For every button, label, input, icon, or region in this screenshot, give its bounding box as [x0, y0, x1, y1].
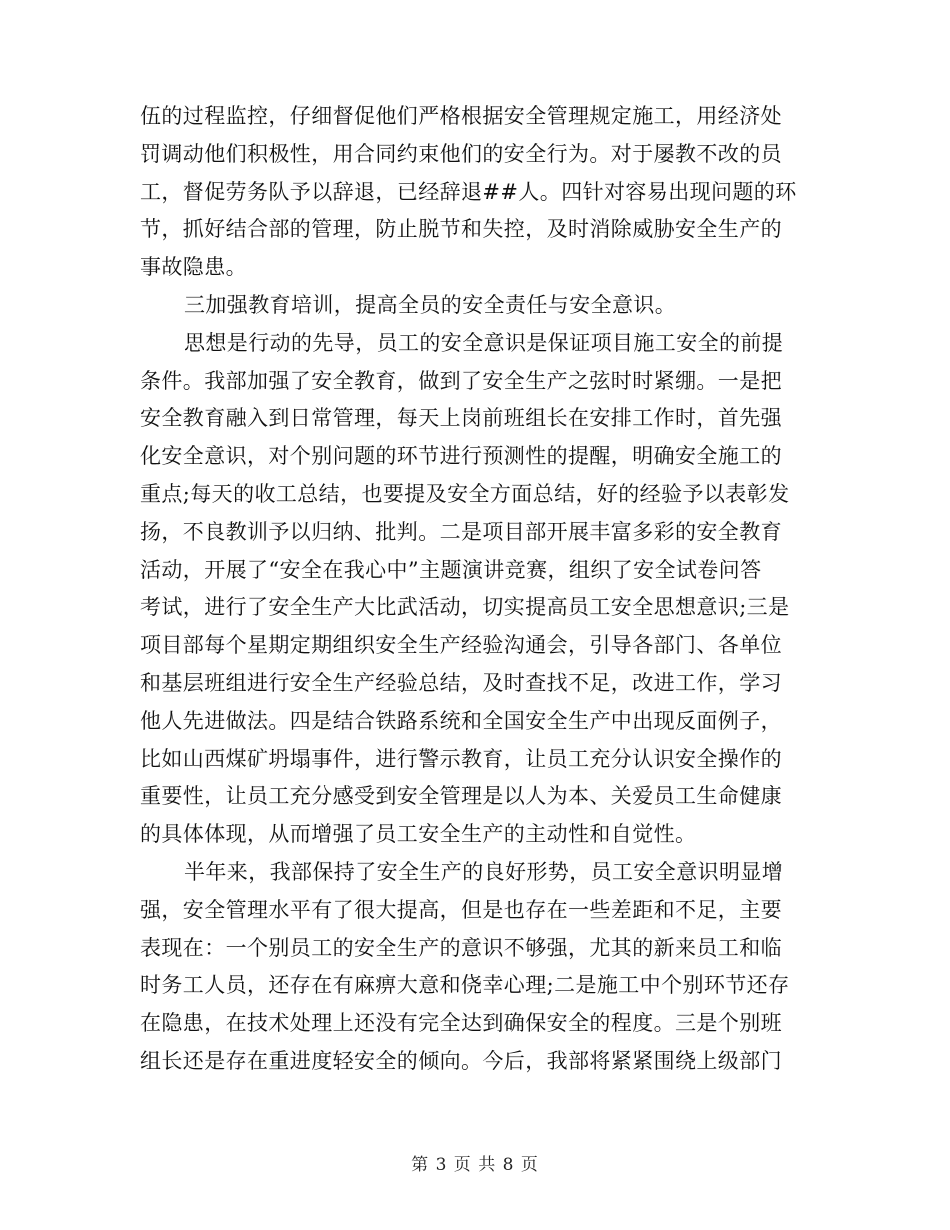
text-line: 安全教育融入到日常管理，每天上岗前班组长在安排工作时，首先强: [140, 406, 782, 431]
text-line: 组长还是存在重进度轻安全的倾向。今后，我部将紧紧围绕上级部门: [140, 1048, 782, 1073]
text-line: 事故隐患。: [140, 255, 247, 280]
text-line: 重要性，让员工充分感受到安全管理是以人为本、关爱员工生命健康: [140, 784, 782, 809]
text-line: 工，督促劳务队予以辞退，已经辞退##人。四针对容易出现问题的环: [140, 179, 797, 204]
text-line: 伍的过程监控，仔细督促他们严格根据安全管理规定施工，用经济处: [140, 104, 782, 128]
text-line: 他人先进做法。四是结合铁路系统和全国安全生产中出现反面例子，: [140, 708, 782, 733]
document-body: [140, 98, 806, 1081]
text-line: 在隐患，在技术处理上还没有完全达到确保安全的程度。三是个别班: [140, 1011, 782, 1036]
text-line: 三加强教育培训，提高全员的安全责任与安全意识。: [184, 292, 677, 317]
text-line: 扬，不良教训予以归纳、批判。二是项目部开展丰富多彩的安全教育: [140, 519, 782, 544]
text-line: 重点;每天的收工总结，也要提及安全方面总结，好的经验予以表彰发: [140, 481, 790, 506]
text-line: 项目部每个星期定期组织安全生产经验沟通会，引导各部门、各单位: [140, 633, 782, 658]
text-line: 时务工人员，还存在有麻痹大意和侥幸心理;二是施工中个别环节还存: [140, 973, 790, 998]
text-line: 罚调动他们积极性，用合同约束他们的安全行为。对于屡教不改的员: [140, 141, 782, 166]
text-line: 半年来，我部保持了安全生产的良好形势，员工安全意识明显增: [184, 859, 784, 884]
text-line: 强，安全管理水平有了很大提高，但是也存在一些差距和不足，主要: [140, 897, 782, 922]
text-line: 思想是行动的先导，员工的安全意识是保证项目施工安全的前提: [184, 330, 784, 355]
text-line: 和基层班组进行安全生产经验总结，及时查找不足，改进工作，学习: [140, 670, 782, 695]
text-line: 比如山西煤矿坍塌事件，进行警示教育，让员工充分认识安全操作的: [140, 746, 782, 771]
text-line: 节，抓好结合部的管理，防止脱节和失控，及时消除威胁安全生产的: [140, 217, 782, 242]
text-line: 的具体体现，从而增强了员工安全生产的主动性和自觉性。: [140, 822, 697, 847]
text-line: 化安全意识，对个别问题的环节进行预测性的提醒，明确安全施工的: [140, 444, 782, 469]
page-footer: 第 3 页 共 8 页: [411, 1155, 539, 1175]
text-line: 表现在：一个别员工的安全生产的意识不够强，尤其的新来员工和临: [140, 935, 782, 960]
text-line: 条件。我部加强了安全教育，做到了安全生产之弦时时紧绷。一是把: [140, 368, 782, 393]
text-line: 活动，开展了“安全在我心中”主题演讲竞赛，组织了安全试卷问答: [140, 557, 762, 582]
text-line: 考试，进行了安全生产大比武活动，切实提高员工安全思想意识;三是: [140, 595, 790, 620]
